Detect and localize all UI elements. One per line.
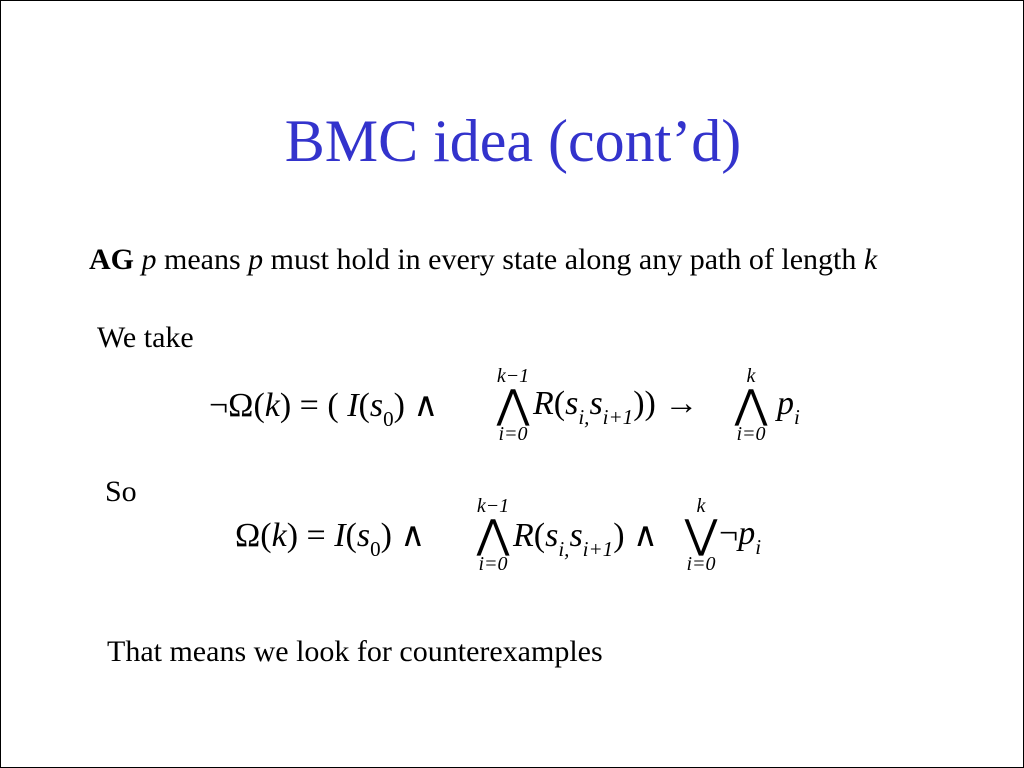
eq2-negated-prop: $\neg p_i$ <box>719 515 762 559</box>
we-take-label: We take <box>97 321 194 354</box>
eq2-relation: $R(s_{i,}s_{i+1})$ ∧ <box>513 517 658 561</box>
so-label: So <box>105 475 137 508</box>
eq1-big-and: k−1 ⋀ i=0 <box>496 365 530 445</box>
text-means: means <box>156 243 249 276</box>
eq1-lhs: ¬Ω(k) = ( $I(s_0)$ ∧ <box>209 387 439 431</box>
eq1-relation: $R(s_{i,}s_{i+1})$) → <box>533 385 699 429</box>
eq2-lhs: $\Omega(k) = I(s_0)$ ∧ <box>235 517 426 561</box>
formula-negated-omega <box>1 361 1024 451</box>
eq1-prop: $p_i$ <box>777 385 800 429</box>
definition-line <box>89 243 877 277</box>
text-rest: must hold in every state along any path of length <box>263 243 864 276</box>
eq2-big-and: k−1 ⋀ i=0 <box>476 495 510 575</box>
slide-title: BMC idea (cont’d) <box>284 108 742 174</box>
ag-operator: AG <box>89 243 134 276</box>
eq1-big-and-second: k ⋀ i=0 <box>734 365 768 445</box>
formula-omega <box>1 491 1024 581</box>
eq2-big-or: k ⋁ i=0 <box>684 495 718 575</box>
length-k: k <box>863 243 878 276</box>
conclusion-text: That means we look for counterexamples <box>107 635 603 668</box>
prop-p-second: p <box>248 243 264 276</box>
prop-p: p <box>141 243 157 276</box>
